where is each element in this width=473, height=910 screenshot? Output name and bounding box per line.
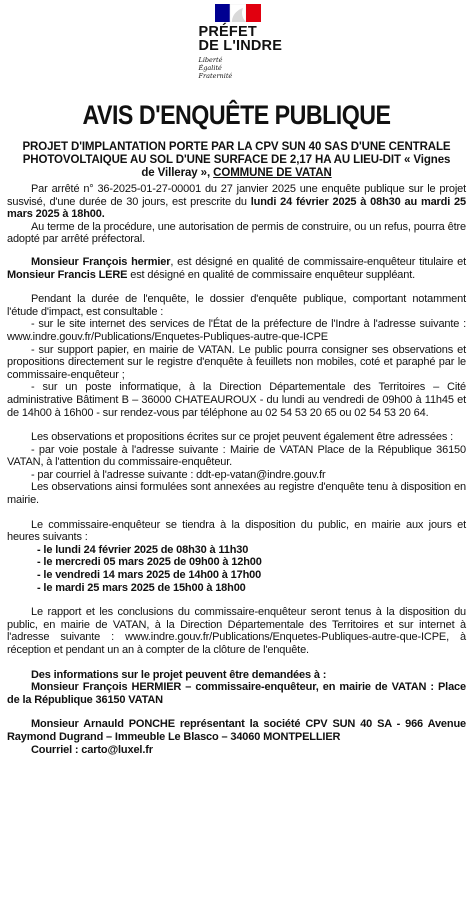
motto-line: Égalité	[198, 64, 222, 72]
header	[7, 0, 466, 80]
consultation-item-website: - sur le site internet des services de l'État de la préfecture de l'Indre à l'adresse suivante : www.indre.gouv.fr/Publications/Enquetes-Publiques-autre-que-ICPE	[7, 318, 466, 343]
observations-item-email: - par courriel à l'adresse suivante : ddt-ep-vatan@indre.gouv.fr	[31, 468, 326, 481]
permanence-slot: - le mercredi 05 mars 2025 de 09h00 à 12h00	[37, 556, 262, 569]
enquiry-dates: lundi 24 février 2025 à 08h30 au mardi 25 mars 2025 à 18h00.	[7, 195, 466, 221]
notice-title: AVIS D'ENQUÊTE PUBLIQUE	[82, 100, 391, 130]
info-heading	[7, 669, 466, 682]
commissioner-text: , est désigné en qualité de commissaire-enquêteur titulaire et	[170, 255, 466, 268]
procedure-paragraph: Au terme de la procédure, une autorisation de permis de construire, ou un refus, pourra être adopté par arrêté préfectoral.	[7, 220, 466, 246]
motto-line: Fraternité	[198, 72, 233, 80]
commune-label: COMMUNE DE VATAN	[213, 167, 332, 179]
info-heading-text: Des informations sur le projet peuvent être demandées à :	[31, 668, 327, 681]
prefecture-logo	[198, 4, 283, 80]
observations-item-post: - par voie postale à l'adresse suivante : Mairie de VATAN Place de la République 36150 VATAN, à l'attention du commissaire-enquêteur.	[7, 443, 466, 469]
consultation-intro: Pendant la durée de l'enquête, le dossier d'enquête publique, comportant notamment l'étude d'impact, est consultable :	[7, 293, 466, 318]
subtitle-line: PHOTOVOLTAIQUE AU SOL D'UNE SURFACE DE 2,17 HA AU LIEU-DIT « Vignes	[22, 154, 451, 166]
subtitle-line: PROJET D'IMPLANTATION PORTE PAR LA CPV SUN 40 SAS D'UNE CENTRALE	[22, 141, 451, 153]
commissioner-paragraph	[7, 256, 466, 281]
permanence-slot: - le mardi 25 mars 2025 de 15h00 à 18h00	[37, 581, 246, 594]
company-email	[7, 744, 466, 757]
permanence-slot: - le lundi 24 février 2025 de 08h30 à 11h30	[37, 543, 249, 556]
project-subtitle	[7, 141, 466, 180]
subtitle-line: de Villeray »,	[141, 167, 214, 179]
marianne-flag-icon	[215, 4, 261, 22]
deputy-text: est désigné en qualité de commissaire enquêteur suppléant.	[127, 268, 416, 281]
republic-motto	[199, 56, 275, 80]
decree-paragraph	[7, 183, 466, 221]
consultation-item-paper: - sur support papier, en mairie de VATAN. Le public pourra consigner ses observations et propositions directement sur le registre d'enquête à feuillets non mobiles, coté et paraphé par le commissaire-enquêteur ;	[7, 343, 466, 381]
info-commissioner	[7, 681, 466, 706]
info-commissioner-text: Monsieur François HERMIER – commissaire-enquêteur, en mairie de VATAN : Place de la République 36150 VATAN	[7, 681, 466, 706]
motto-line: Liberté	[198, 56, 223, 64]
company-contact-text: Monsieur Arnauld PONCHE représentant la société CPV SUN 40 SA - 966 Avenue Raymond Dugrand – Immeuble Le Blasco – 34060 MONTPELLIER	[7, 718, 466, 743]
observations-registry: Les observations ainsi formulées sont annexées au registre d'enquête tenu à disposition en mairie.	[7, 481, 466, 507]
company-contact	[7, 718, 466, 743]
permanences-intro: Le commissaire-enquêteur se tiendra à la disposition du public, en mairie aux jours et heures suivants :	[7, 518, 466, 544]
observations-intro: Les observations et propositions écrites sur ce projet peuvent également être adressées :	[31, 431, 454, 444]
report-paragraph: Le rapport et les conclusions du commissaire-enquêteur seront tenus à la disposition du public, en mairie de VATAN, à la Direction Départementale des Territoires et sur internet à l'adresse suivante : www.indre.gouv.fr/Publications/Enquetes-Publiques-autre-que-ICPE, à réception et pendant un an à compter de la clôture de l'enquête.	[7, 606, 466, 656]
deputy-name: Monsieur Francis LERE	[7, 268, 128, 281]
prefecture-name-line1: PRÉFET	[198, 24, 257, 40]
prefecture-name-line2: DE L'INDRE	[198, 38, 283, 54]
company-email-text: Courriel : carto@luxel.fr	[31, 743, 153, 756]
decree-text: Par arrêté n° 36-2025-01-27-00001 du 27 janvier 2025 une enquête publique sur le projet susvisé, d'une durée de 30 jours, est prescrite du	[7, 183, 466, 208]
notice-body	[7, 183, 466, 756]
permanence-slot: - le vendredi 14 mars 2025 de 14h00 à 17h00	[37, 569, 262, 582]
consultation-item-computer: - sur un poste informatique, à la Direction Départementale des Territoires – Cité administrative Bâtiment B – 36000 CHATEAUROUX - du lundi au vendredi de 09h00 à 11h45 et de 14h00 à 16h00 - sur rendez-vous par téléphone au 02 54 53 20 65 ou 02 54 53 20 64.	[7, 381, 466, 419]
commissioner-name: Monsieur François hermier	[31, 255, 171, 268]
prefecture-name	[198, 24, 283, 54]
